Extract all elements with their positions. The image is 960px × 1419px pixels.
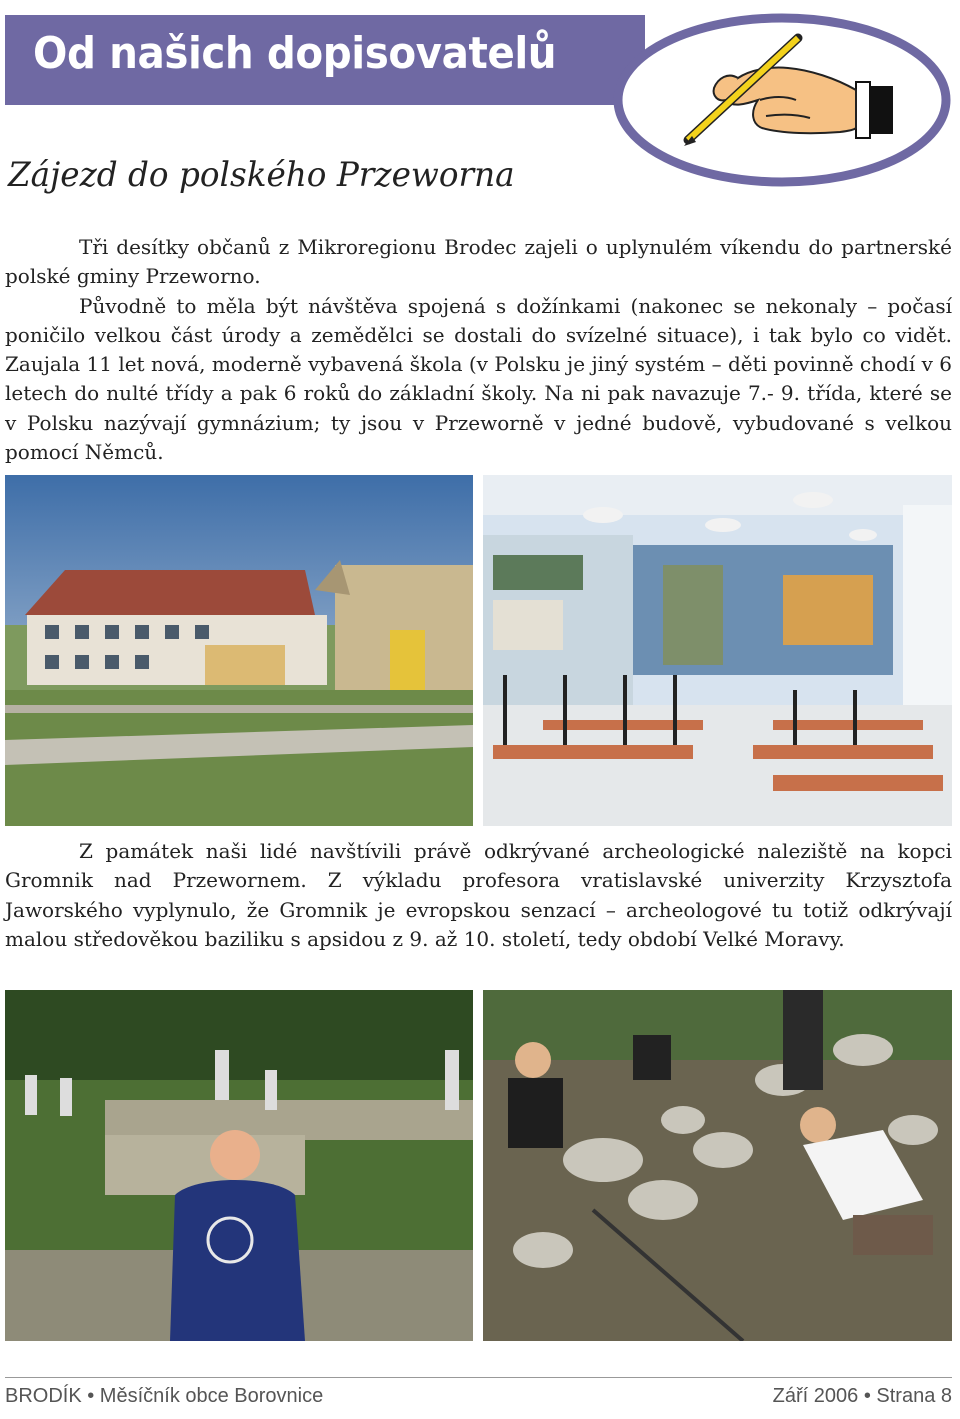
ruins-group-photo — [5, 990, 473, 1341]
article-title: Zájezd do polského Przeworna — [8, 155, 515, 195]
paragraph-1: Tři desítky občanů z Mikroregionu Brodec zajeli o uplynulém víkendu do partnerské polské gminy Przeworno. — [5, 235, 952, 289]
paragraph-3: Z památek naši lidé navštívili právě odkrývané archeologické naleziště na kopci Gromnik nad Przewornem. Z výkladu profesora vratislavské univerzity Krzysztofa Jaworského vyplynulo, že Gromnik je evropskou senzací – archeologové tu totiž odkrývají malou středověkou baziliku s apsidou z 9. až 10. století, tedy období Velké Moravy. — [5, 839, 952, 951]
article-intro — [5, 233, 952, 467]
section-title: Od našich dopisovatelů — [33, 28, 557, 79]
footer-issue-page: Září 2006 • Strana 8 — [772, 1385, 952, 1407]
paragraph-2: Původně to měla být návštěva spojená s dožínkami (nakonec se nekonaly – počasí poničilo velkou část úrody a zemědělci se dostali do svízelné situace), i tak bylo co vidět. Zaujala 11 let nová, moderně vybavená škola (v Polsku je jiný systém – děti povinně chodí v 6 letech do nulté třídy a pak 6 roků do základní školy. Na ni pak navazuje 7.- 9. třída, které se v Polsku nazývají gymnázium; ty jsou v Przeworně v jedné budově, vybudované s velkou pomocí Němců. — [5, 293, 952, 465]
classroom-photo — [483, 475, 952, 826]
footer-publication: BRODÍK • Měsíčník obce Borovnice — [5, 1385, 324, 1407]
footer-rule — [5, 1377, 952, 1378]
school-building-photo — [5, 475, 473, 826]
article-monuments — [5, 837, 952, 954]
excavation-photo — [483, 990, 952, 1341]
writing-hand-icon — [610, 8, 955, 190]
